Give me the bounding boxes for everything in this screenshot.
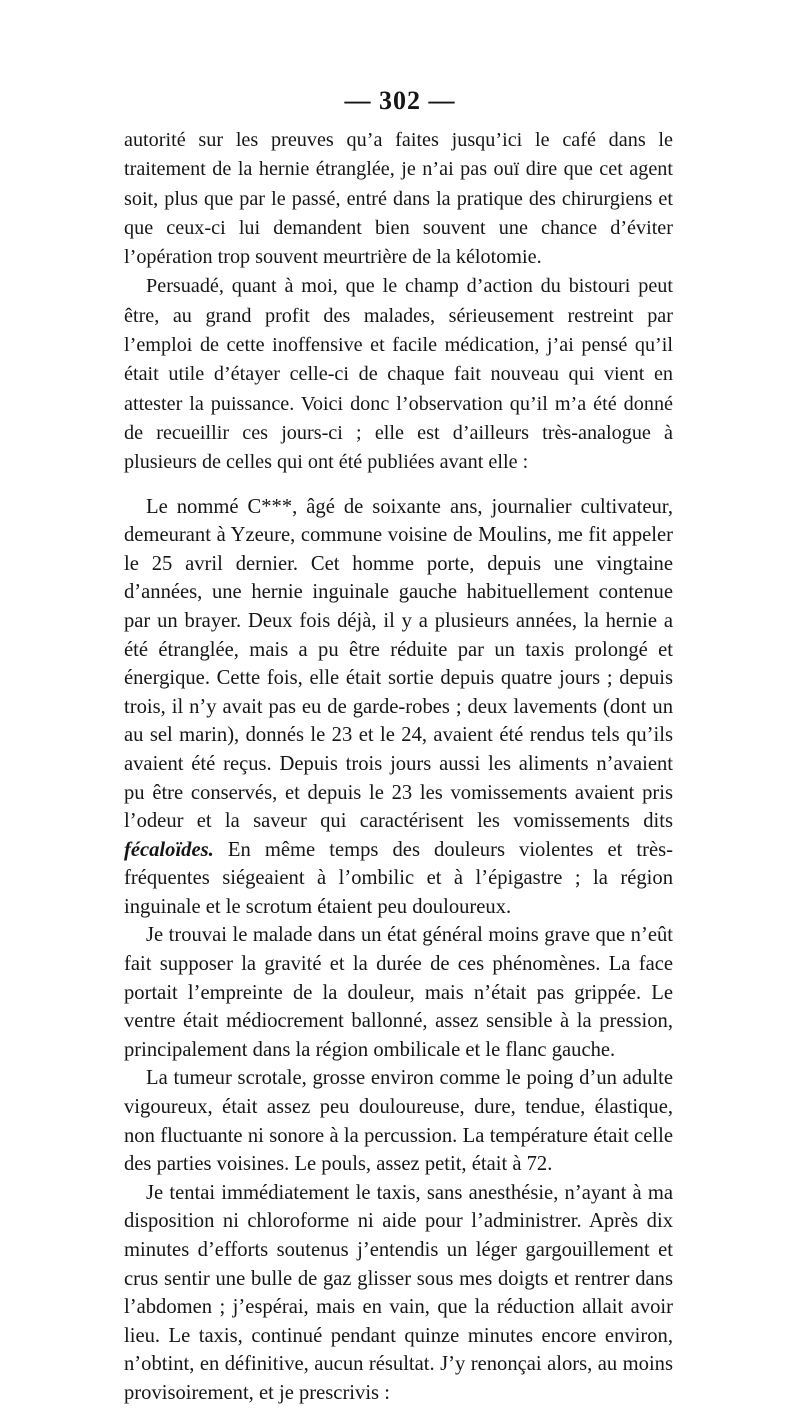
section-intro (124, 126, 673, 478)
section-observation (124, 493, 673, 1408)
paragraph: Je trouvai le malade dans un état général moins grave que n’eût fait supposer la gravité et la durée de ces phénomènes. La face portait l’empreinte de la douleur, mais n’était pas grippée. Le ventre était médiocrement ballonné, assez sensible à la pression, principalement dans la région ombilicale et le flanc gauche. (124, 924, 673, 1061)
paragraph: La tumeur scrotale, grosse environ comme le poing d’un adulte vigoureux, était assez peu douloureuse, dure, tendue, élastique, non fluctuante ni sonore à la percussion. La température était celle des parties voisines. Le pouls, assez petit, était à 72. (124, 1067, 673, 1176)
page-number: — 302 — (344, 86, 456, 115)
paragraph: Persuadé, quant à moi, que le champ d’action du bistouri peut être, au grand profit des malades, sérieusement restreint par l’emploi de cette inoffensive et facile médication, j’ai pensé qu’il était utile d’étayer celle-ci de chaque fait nouveau qui vient en attester la puissance. Voici donc l’observation qu’il m’a été donné de recueillir ces jours-ci ; elle est d’ailleurs très-analogue à plusieurs de celles qui ont été publiées avant elle : (124, 275, 673, 474)
paragraph: autorité sur les preuves qu’a faites jusqu’ici le café dans le traitement de la hernie étranglée, je n’ai pas ouï dire que cet agent soit, plus que par le passé, entré dans la pratique des chirurgiens et que ceux-ci lui demandent bien souvent une chance d’éviter l’opération trop souvent meurtrière de la kélotomie. (124, 129, 673, 269)
paragraph-text: En même temps des douleurs violentes et très-fréquentes siégeaient à l’ombilic et à l’épigastre ; la région inguinale et le scrotum étaient peu douloureux. (124, 838, 673, 918)
paragraph (124, 493, 673, 922)
paragraph-text: Le nommé C***, âgé de soixante ans, journalier cultivateur, demeurant à Yzeure, commune voisine de Moulins, me fit appeler le 25 avril dernier. Cet homme porte, depuis une vingtaine d’années, une hernie inguinale gauche habituellement contenue par un brayer. Deux fois déjà, il y a plusieurs années, la hernie a été étranglée, mais a pu être réduite par un taxis prolongé et énergique. Cette fois, elle était sortie depuis quatre jours ; depuis trois, il n’y avait pas eu de garde-robes ; deux lavements (dont un au sel marin), donnés le 23 et le 24, avaient été rendus tels qu’ils avaient été reçus. Depuis trois jours aussi les aliments n’avaient pu être conservés, et depuis le 23 les vomissements avaient pris l’odeur et la saveur qui caractérisent les vomissements dits (124, 495, 673, 833)
body-text (124, 126, 673, 1408)
italic-term: fécaloïdes. (124, 838, 214, 861)
paragraph: Je tentai immédiatement le taxis, sans anesthésie, n’ayant à ma disposition ni chloroforme ni aide pour l’administrer. Après dix minutes d’efforts soutenus j’entendis un léger gargouillement et crus sentir une bulle de gaz glisser sous mes doigts et rentrer dans l’abdomen ; j’espérai, mais en vain, que la réduction allait avoir lieu. Le taxis, continué pendant quinze minutes encore environ, n’obtint, en définitive, aucun résultat. J’y renonçai alors, au moins provisoirement, et je prescrivis : (124, 1181, 673, 1404)
